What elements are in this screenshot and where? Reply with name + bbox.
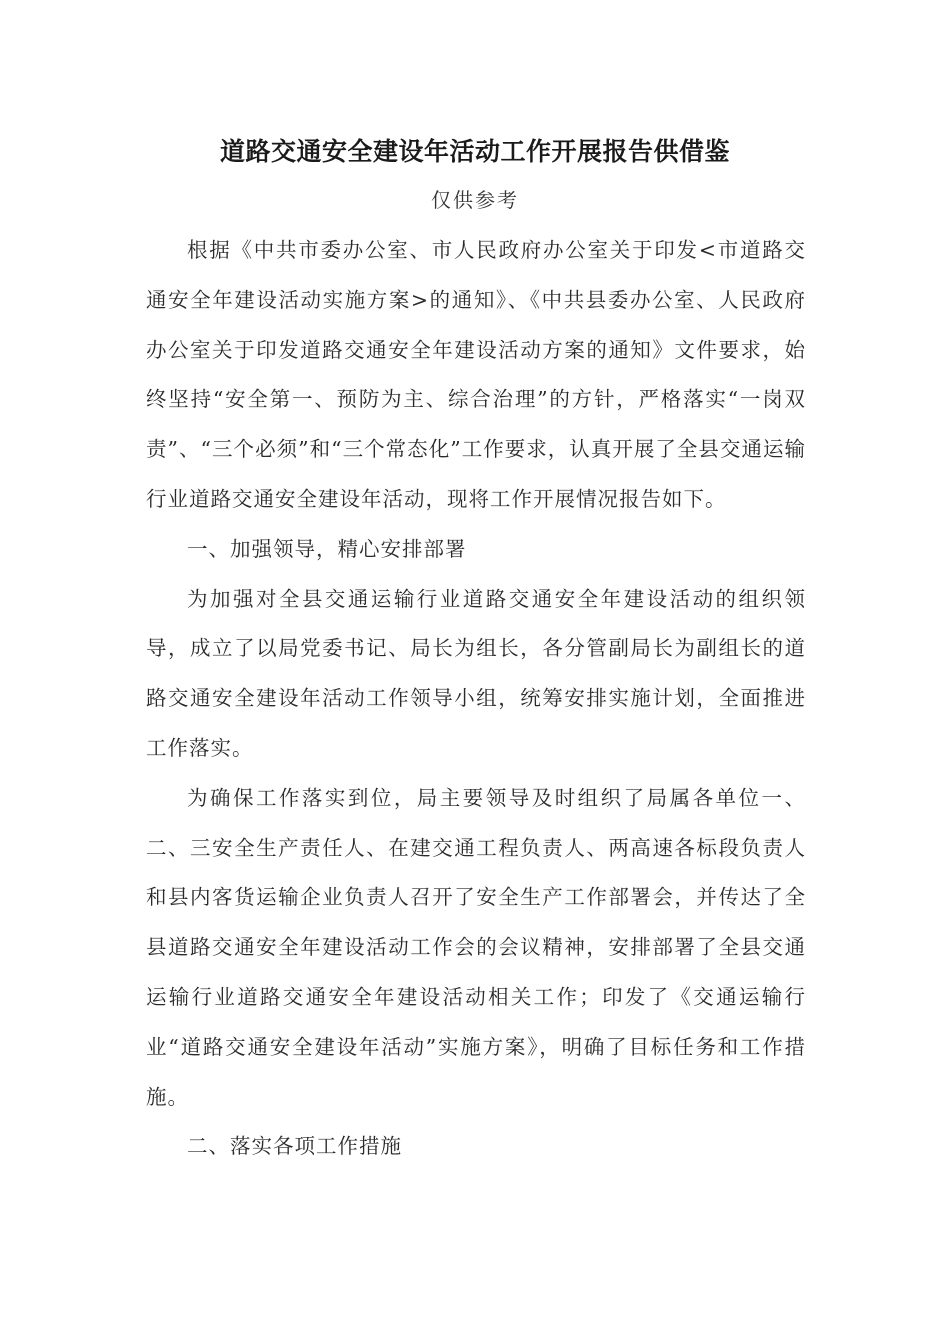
section-1-paragraph-2: 为确保工作落实到位，局主要领导及时组织了局属各单位一、二、三安全生产责任人、在建交通工程负责人、两高速各标段负责人和县内客货运输企业负责人召开了安全生产工作部署会，并传达了全县道路交通安全年建设活动工作会的会议精神，安排部署了全县交通运输行业道路交通安全年建设活动相关工作；印发了《交通运输行业“道路交通安全建设年活动”实施方案》，明确了目标任务和工作措施。 [146,785,806,1109]
document-body [146,226,806,1172]
intro-paragraph: 根据《中共市委办公室、市人民政府办公室关于印发<市道路交通安全年建设活动实施方案>的通知》、《中共县委办公室、人民政府办公室关于印发道路交通安全年建设活动方案的通知》文件要求，始终坚持“安全第一、预防为主、综合治理”的方针，严格落实“一岗双责”、“三个必须”和“三个常态化”工作要求，认真开展了全县交通运输行业道路交通安全建设年活动，现将工作开展情况报告如下。 [146,238,806,511]
section-1-paragraph-1: 为加强对全县交通运输行业道路交通安全年建设活动的组织领导，成立了以局党委书记、局长为组长，各分管副局长为副组长的道路交通安全建设年活动工作领导小组，统筹安排实施计划，全面推进工作落实。 [146,586,806,760]
section-heading-2: 二、落实各项工作措施 [187,1134,402,1159]
document-subtitle: 仅供参考 [431,188,519,212]
section-heading-1: 一、加强领导，精心安排部署 [187,536,467,561]
document-title: 道路交通安全建设年活动工作开展报告供借鉴 [219,137,730,166]
